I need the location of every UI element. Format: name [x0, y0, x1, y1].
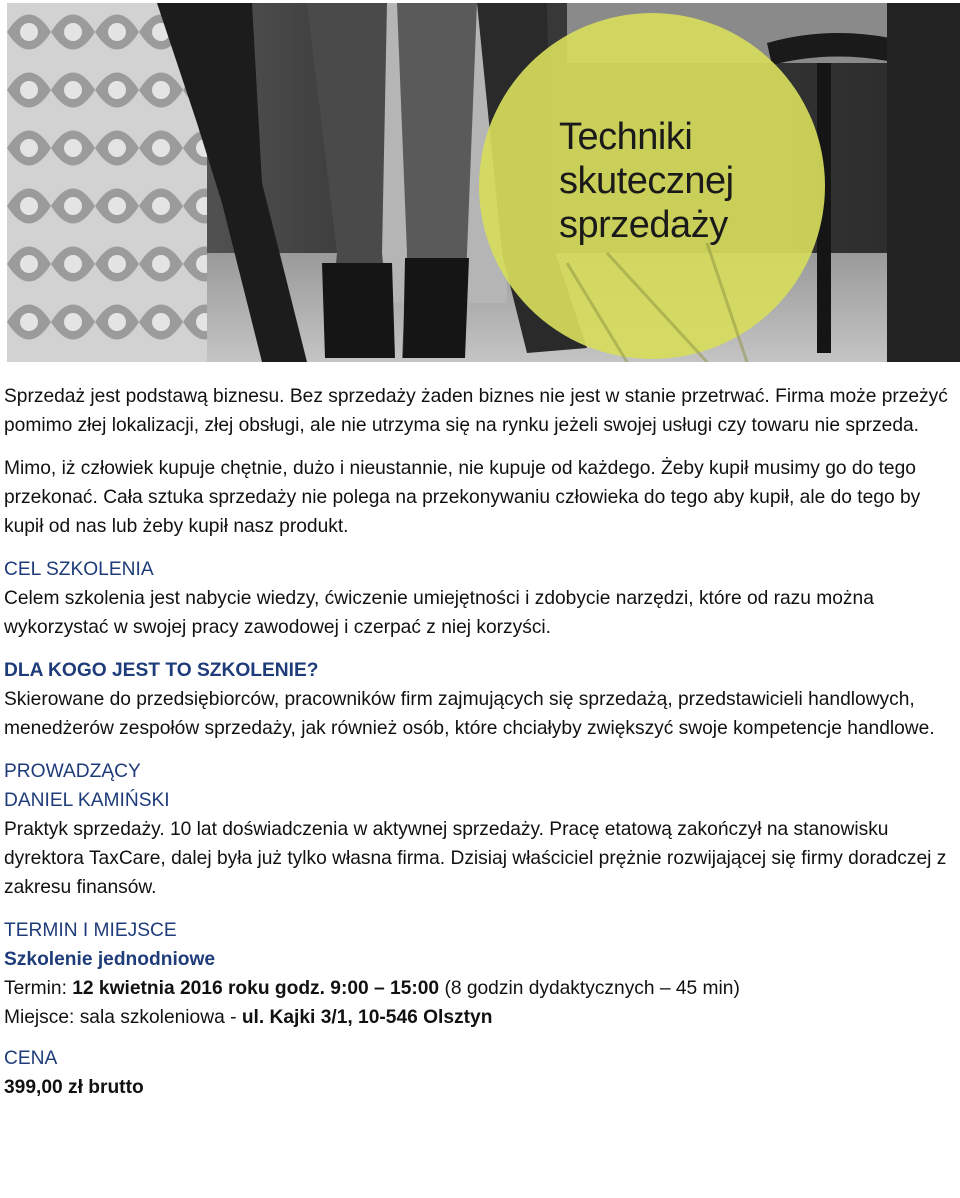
- schedule-date: [4, 974, 956, 1003]
- intro-paragraph-1: Sprzedaż jest podstawą biznesu. Bez sprzedaży żaden biznes nie jest w stanie przetrwać. Firma może przeżyć pomimo złej lokalizacji, złej obsługi, ale nie utrzyma się na rynku jeżeli swojej usługi czy towaru nie sprzeda.: [4, 386, 948, 436]
- goal-heading: CEL SZKOLENIA: [4, 559, 154, 580]
- intro-paragraph-2: Mimo, iż człowiek kupuje chętnie, dużo i nieustannie, nie kupuje od każdego. Żeby kupił musimy go do tego przekonać. Cała sztuka sprzedaży nie polega na przekonywaniu człowieka do tego aby kupił, ale do tego by kupił od nas lub żeby kupił nasz produkt.: [4, 458, 921, 537]
- schedule-place: [4, 1003, 956, 1032]
- place-label: Miejsce: sala szkoleniowa -: [4, 1007, 242, 1028]
- hero-image: [7, 3, 960, 362]
- trainer-name: DANIEL KAMIŃSKI: [4, 790, 170, 811]
- price-value: 399,00 zł brutto: [4, 1077, 144, 1098]
- hero-title: Techniki skutecznej sprzedaży: [559, 116, 734, 246]
- document-body: [4, 382, 956, 1102]
- trainer-bio: Praktyk sprzedaży. 10 lat doświadczenia w aktywnej sprzedaży. Pracę etatową zakończył na stanowisku dyrektora TaxCare, dalej była już tylko własna firma. Dzisiaj właściciel prężnie rozwijającej się firmy doradczej z zakresu finansów.: [4, 819, 947, 898]
- date-label: Termin:: [4, 978, 73, 999]
- place-value: ul. Kajki 3/1, 10-546 Olsztyn: [241, 1007, 493, 1028]
- audience-text: Skierowane do przedsiębiorców, pracowników firm zajmujących się sprzedażą, przedstawicieli handlowych, menedżerów zespołów sprzedaży, jak również osób, które chciałyby zwiększyć swoje kompetencje handlowe.: [4, 689, 935, 739]
- trainer-heading: PROWADZĄCY: [4, 761, 141, 782]
- price-heading: CENA: [4, 1048, 58, 1069]
- schedule-heading: TERMIN I MIEJSCE: [4, 920, 177, 941]
- date-value: 12 kwietnia 2016 roku godz. 9:00 – 15:00: [72, 978, 440, 999]
- audience-heading: DLA KOGO JEST TO SZKOLENIE?: [4, 660, 319, 681]
- date-note: (8 godzin dydaktycznych – 45 min): [439, 978, 740, 999]
- schedule-type: Szkolenie jednodniowe: [4, 949, 216, 970]
- goal-text: Celem szkolenia jest nabycie wiedzy, ćwiczenie umiejętności i zdobycie narzędzi, które od razu można wykorzystać w swojej pracy zawodowej i czerpać z niej korzyści.: [4, 588, 874, 638]
- hero-photo: [7, 3, 960, 362]
